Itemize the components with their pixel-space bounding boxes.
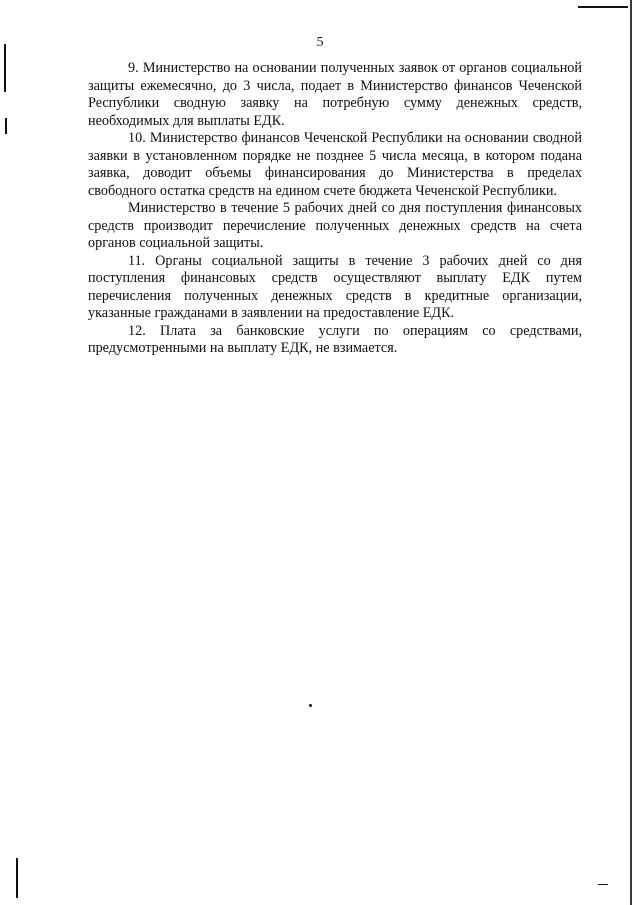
paragraph-10: 10. Министерство финансов Чеченской Республики на основании сводной заявки в установленном порядке не позднее 5 числа месяца, в котором подана заявка, доводит объемы финансирования до Министерства в пределах свободного остатка средств на едином счете бюджета Чеченской Республики. xyxy=(88,130,582,199)
paragraph-12: 12. Плата за банковские услуги по операциям со средствами, предусмотренными на выплату ЕДК, не взимается. xyxy=(88,322,582,356)
document-body xyxy=(88,60,582,358)
paragraph-11: 11. Органы социальной защиты в течение 3 рабочих дней со дня поступления финансовых средств осуществляют выплату ЕДК путем перечисления полученных денежных средств в кредитные организации, указанные гражданами в заявлении на предоставление ЕДК. xyxy=(88,252,582,321)
paragraph-9: 9. Министерство на основании полученных заявок от органов социальной защиты ежемесячно, до 3 числа, подает в Министерство финансов Чеченской Республики сводную заявку на потребную сумму денежных средств, необходимых для выплаты ЕДК. xyxy=(88,60,582,129)
scan-mark-bottom-right xyxy=(598,884,608,885)
scan-mark-left-2 xyxy=(5,118,7,134)
paragraph-10-continued: Министерство в течение 5 рабочих дней со дня поступления финансовых средств производит перечисление полученных денежных средств на счета органов социальной защиты. xyxy=(88,200,582,251)
scan-edge-top-right xyxy=(578,6,628,8)
scan-dot xyxy=(309,704,312,707)
scan-mark-left-bottom xyxy=(16,858,18,898)
scan-edge-right xyxy=(630,0,632,905)
page-number: 5 xyxy=(316,35,324,50)
scan-mark-left-1 xyxy=(4,44,6,92)
